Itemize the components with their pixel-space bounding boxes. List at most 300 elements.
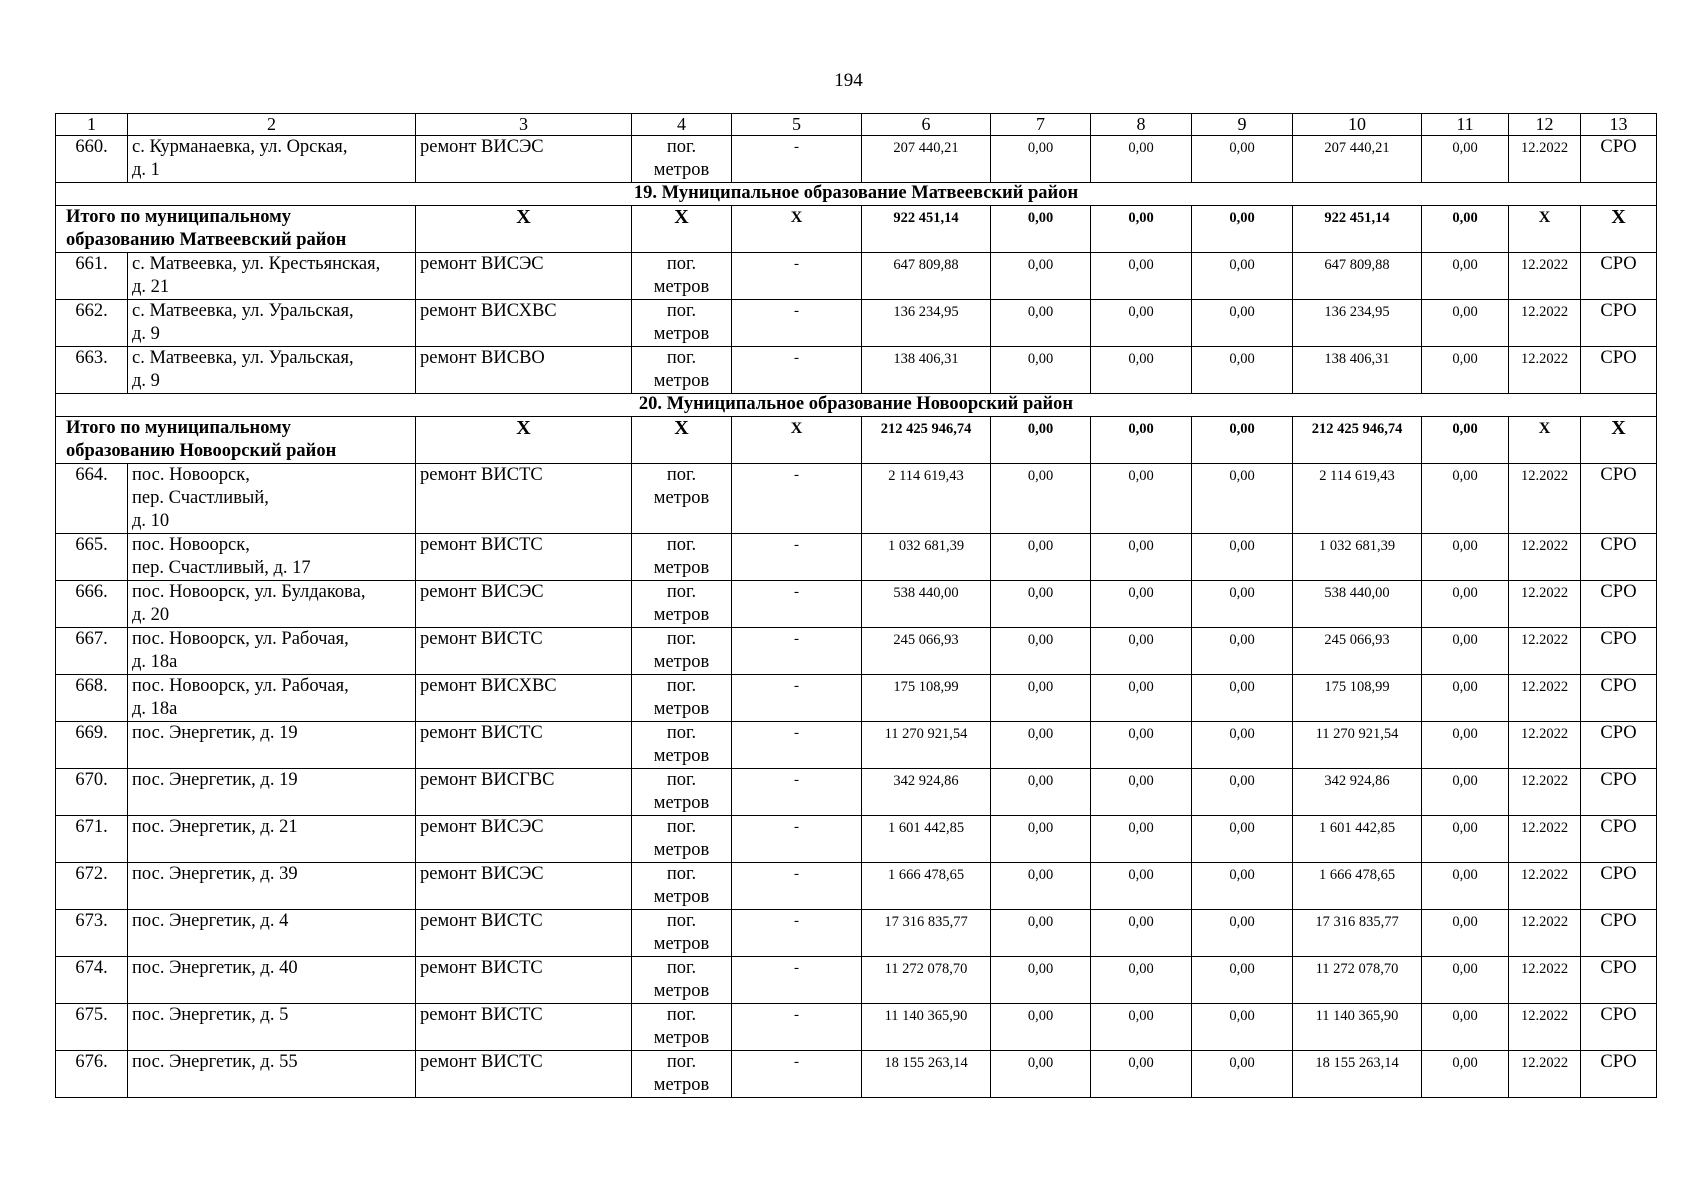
cell-line: метров: [653, 558, 710, 578]
amount-cell: 12.2022: [1509, 722, 1581, 769]
column-number: 2: [128, 114, 416, 136]
amount-cell: 12.2022: [1509, 581, 1581, 628]
address-cell: [128, 628, 416, 675]
amount-cell: 0,00: [1422, 300, 1509, 347]
amount-cell: 0,00: [1422, 1004, 1509, 1051]
cell-line: пос. Энергетик, д. 19: [132, 723, 298, 743]
amount-cell: 0,00: [991, 534, 1091, 581]
column-number: 4: [632, 114, 732, 136]
amount-cell: 0,00: [1192, 300, 1293, 347]
unit-cell: [632, 136, 732, 183]
cell-line: пос. Энергетик, д. 19: [132, 770, 298, 790]
amount-cell: 11 140 365,90: [862, 1004, 991, 1051]
amount-cell: 0,00: [991, 628, 1091, 675]
amount-cell: 0,00: [1091, 722, 1192, 769]
amount-cell: 0,00: [991, 464, 1091, 534]
section-header-row: [56, 183, 1657, 206]
cell-line: образованию Новоорский район: [66, 441, 337, 461]
amount-cell: 12.2022: [1509, 464, 1581, 534]
method-cell: СРО: [1581, 722, 1657, 769]
table-row: [56, 464, 1657, 534]
address-cell: [128, 581, 416, 628]
column-number: 12: [1509, 114, 1581, 136]
row-number: 668.: [56, 675, 128, 722]
amount-cell: 0,00: [1422, 816, 1509, 863]
quantity-cell: -: [732, 769, 862, 816]
cell-line: д. 1: [132, 160, 160, 180]
quantity-cell: -: [732, 1004, 862, 1051]
address-cell: [128, 1004, 416, 1051]
method-cell: X: [1581, 206, 1657, 253]
amount-cell: 0,00: [1091, 206, 1192, 253]
section-title: 20. Муниципальное образование Новоорский район: [56, 394, 1657, 417]
column-number-row: [56, 114, 1657, 136]
amount-cell: 0,00: [1192, 675, 1293, 722]
cell-line: пог.: [666, 254, 697, 274]
cell-line: с. Курманаевка, ул. Орская,: [132, 137, 348, 157]
address-cell: [128, 863, 416, 910]
table-row: [56, 1051, 1657, 1098]
unit-cell: [632, 534, 732, 581]
amount-cell: 2 114 619,43: [862, 464, 991, 534]
cell-line: с. Матвеевка, ул. Крестьянская,: [132, 254, 381, 274]
amount-cell: 0,00: [1192, 957, 1293, 1004]
amount-cell: 12.2022: [1509, 910, 1581, 957]
row-number: 672.: [56, 863, 128, 910]
quantity-cell: -: [732, 1051, 862, 1098]
address-cell: [128, 675, 416, 722]
cell-line: метров: [653, 160, 710, 180]
cell-line: с. Матвеевка, ул. Уральская,: [132, 348, 354, 368]
amount-cell: 0,00: [991, 769, 1091, 816]
column-number: 10: [1293, 114, 1422, 136]
amount-cell: 0,00: [991, 1004, 1091, 1051]
amount-cell: 0,00: [1422, 136, 1509, 183]
amount-cell: 0,00: [991, 910, 1091, 957]
method-cell: СРО: [1581, 464, 1657, 534]
amount-cell: 12.2022: [1509, 863, 1581, 910]
method-cell: СРО: [1581, 675, 1657, 722]
amount-cell: 0,00: [1192, 1051, 1293, 1098]
amount-cell: 12.2022: [1509, 253, 1581, 300]
cell-line: Итого по муниципальному: [66, 207, 291, 227]
cell-line: с. Матвеевка, ул. Уральская,: [132, 301, 354, 321]
work-type-cell: ремонт ВИСЭС: [416, 581, 632, 628]
amount-cell: 12.2022: [1509, 1004, 1581, 1051]
amount-cell: 175 108,99: [862, 675, 991, 722]
cell-line: пог.: [666, 817, 697, 837]
amount-cell: 922 451,14: [1293, 206, 1422, 253]
table-row: [56, 1004, 1657, 1051]
work-type-cell: ремонт ВИСТС: [416, 628, 632, 675]
cell-line: пос. Энергетик, д. 4: [132, 911, 289, 931]
cell-line: пог.: [666, 1052, 697, 1072]
amount-cell: 138 406,31: [862, 347, 991, 394]
table-row: [56, 347, 1657, 394]
quantity-cell: X: [732, 206, 862, 253]
amount-cell: 1 666 478,65: [862, 863, 991, 910]
quantity-cell: -: [732, 957, 862, 1004]
amount-cell: 136 234,95: [1293, 300, 1422, 347]
column-number: 9: [1192, 114, 1293, 136]
amount-cell: 0,00: [1192, 581, 1293, 628]
amount-cell: 0,00: [991, 206, 1091, 253]
row-number: 676.: [56, 1051, 128, 1098]
method-cell: СРО: [1581, 1051, 1657, 1098]
cell-line: пог.: [666, 629, 697, 649]
method-cell: СРО: [1581, 957, 1657, 1004]
cell-line: метров: [653, 746, 710, 766]
row-number: 661.: [56, 253, 128, 300]
amount-cell: 12.2022: [1509, 816, 1581, 863]
amount-cell: 0,00: [1422, 534, 1509, 581]
method-cell: СРО: [1581, 300, 1657, 347]
amount-cell: 0,00: [1091, 534, 1192, 581]
column-number: 1: [56, 114, 128, 136]
subtotal-row: [56, 206, 1657, 253]
row-number: 671.: [56, 816, 128, 863]
method-cell: СРО: [1581, 863, 1657, 910]
cell-line: пос. Новоорск, ул. Булдакова,: [132, 582, 366, 602]
work-type-cell: ремонт ВИСТС: [416, 722, 632, 769]
cell-line: пог.: [666, 348, 697, 368]
cell-line: пос. Энергетик, д. 55: [132, 1052, 298, 1072]
deadline-cell: X: [1509, 206, 1581, 253]
address-cell: [128, 1051, 416, 1098]
unit-cell: [632, 957, 732, 1004]
row-number: 674.: [56, 957, 128, 1004]
amount-cell: 0,00: [1192, 910, 1293, 957]
cell-line: пос. Новоорск,: [132, 465, 250, 485]
amount-cell: 12.2022: [1509, 628, 1581, 675]
amount-cell: 0,00: [1192, 253, 1293, 300]
row-number: 662.: [56, 300, 128, 347]
table-body: [56, 114, 1657, 1098]
amount-cell: 0,00: [1091, 347, 1192, 394]
method-cell: СРО: [1581, 347, 1657, 394]
amount-cell: 0,00: [1422, 675, 1509, 722]
amount-cell: 0,00: [1422, 206, 1509, 253]
cell-line: пог.: [666, 676, 697, 696]
section-header-row: [56, 394, 1657, 417]
amount-cell: 1 032 681,39: [862, 534, 991, 581]
cell-line: метров: [653, 1075, 710, 1095]
amount-cell: 11 272 078,70: [862, 957, 991, 1004]
cell-line: метров: [653, 887, 710, 907]
amount-cell: 12.2022: [1509, 300, 1581, 347]
amount-cell: 538 440,00: [862, 581, 991, 628]
unit-cell: [632, 1051, 732, 1098]
unit-cell: [632, 675, 732, 722]
work-type-cell: ремонт ВИСТС: [416, 957, 632, 1004]
quantity-cell: X: [732, 417, 862, 464]
amount-cell: 0,00: [1091, 910, 1192, 957]
cell-line: пог.: [666, 465, 697, 485]
amount-cell: 0,00: [1091, 136, 1192, 183]
work-type-cell: ремонт ВИСХВС: [416, 675, 632, 722]
amount-cell: 922 451,14: [862, 206, 991, 253]
table-row: [56, 722, 1657, 769]
amount-cell: 0,00: [1091, 816, 1192, 863]
unit-cell: [632, 347, 732, 394]
work-type-cell: ремонт ВИСГВС: [416, 769, 632, 816]
amount-cell: 0,00: [1422, 417, 1509, 464]
amount-cell: 0,00: [1091, 253, 1192, 300]
subtotal-label: [56, 206, 416, 253]
address-cell: [128, 769, 416, 816]
cell-line: метров: [653, 934, 710, 954]
amount-cell: 0,00: [1091, 417, 1192, 464]
cell-line: метров: [653, 699, 710, 719]
section-title: 19. Муниципальное образование Матвеевский район: [56, 183, 1657, 206]
column-number: 13: [1581, 114, 1657, 136]
work-type-cell: ремонт ВИСЭС: [416, 863, 632, 910]
amount-cell: 1 601 442,85: [862, 816, 991, 863]
cell-line: пог.: [666, 582, 697, 602]
quantity-cell: -: [732, 863, 862, 910]
amount-cell: 647 809,88: [1293, 253, 1422, 300]
method-cell: СРО: [1581, 910, 1657, 957]
address-cell: [128, 910, 416, 957]
cell-line: пос. Новоорск,: [132, 535, 250, 555]
amount-cell: 1 032 681,39: [1293, 534, 1422, 581]
quantity-cell: -: [732, 628, 862, 675]
column-number: 5: [732, 114, 862, 136]
amount-cell: 212 425 946,74: [1293, 417, 1422, 464]
amount-cell: 342 924,86: [1293, 769, 1422, 816]
address-cell: [128, 722, 416, 769]
amount-cell: 0,00: [1192, 136, 1293, 183]
cell-line: д. 18а: [132, 652, 178, 672]
cell-line: метров: [653, 652, 710, 672]
method-cell: СРО: [1581, 1004, 1657, 1051]
amount-cell: 0,00: [991, 816, 1091, 863]
table-row: [56, 675, 1657, 722]
amount-cell: 17 316 835,77: [862, 910, 991, 957]
amount-cell: 0,00: [1422, 769, 1509, 816]
amount-cell: 0,00: [1422, 1051, 1509, 1098]
amount-cell: 0,00: [1091, 863, 1192, 910]
table-row: [56, 581, 1657, 628]
unit-cell: [632, 863, 732, 910]
table-row: [56, 136, 1657, 183]
cell-line: пос. Энергетик, д. 5: [132, 1005, 289, 1025]
address-cell: [128, 136, 416, 183]
cell-line: метров: [653, 1028, 710, 1048]
amount-cell: 11 270 921,54: [1293, 722, 1422, 769]
column-number: 3: [416, 114, 632, 136]
column-number: 6: [862, 114, 991, 136]
work-type-cell: ремонт ВИСТС: [416, 464, 632, 534]
column-number: 8: [1091, 114, 1192, 136]
row-number: 670.: [56, 769, 128, 816]
work-type-cell: X: [416, 206, 632, 253]
row-number: 664.: [56, 464, 128, 534]
amount-cell: 0,00: [1192, 769, 1293, 816]
repair-schedule-table: [55, 113, 1657, 1098]
table-row: [56, 628, 1657, 675]
unit-cell: [632, 628, 732, 675]
cell-line: метров: [653, 605, 710, 625]
cell-line: пог.: [666, 723, 697, 743]
amount-cell: 138 406,31: [1293, 347, 1422, 394]
row-number: 667.: [56, 628, 128, 675]
amount-cell: 12.2022: [1509, 136, 1581, 183]
row-number: 665.: [56, 534, 128, 581]
cell-line: пог.: [666, 911, 697, 931]
amount-cell: 0,00: [1091, 957, 1192, 1004]
amount-cell: 342 924,86: [862, 769, 991, 816]
row-number: 666.: [56, 581, 128, 628]
amount-cell: 0,00: [1091, 464, 1192, 534]
amount-cell: 0,00: [991, 863, 1091, 910]
row-number: 660.: [56, 136, 128, 183]
amount-cell: 0,00: [1422, 581, 1509, 628]
column-number: 11: [1422, 114, 1509, 136]
table-row: [56, 534, 1657, 581]
unit-cell: [632, 581, 732, 628]
amount-cell: 11 272 078,70: [1293, 957, 1422, 1004]
unit-cell: [632, 722, 732, 769]
amount-cell: 0,00: [991, 253, 1091, 300]
cell-line: метров: [653, 371, 710, 391]
cell-line: пог.: [666, 864, 697, 884]
method-cell: X: [1581, 417, 1657, 464]
cell-line: д. 20: [132, 605, 170, 625]
amount-cell: 0,00: [1192, 464, 1293, 534]
work-type-cell: ремонт ВИСТС: [416, 534, 632, 581]
row-number: 673.: [56, 910, 128, 957]
work-type-cell: ремонт ВИСТС: [416, 1004, 632, 1051]
amount-cell: 18 155 263,14: [1293, 1051, 1422, 1098]
amount-cell: 12.2022: [1509, 534, 1581, 581]
quantity-cell: -: [732, 675, 862, 722]
amount-cell: 647 809,88: [862, 253, 991, 300]
amount-cell: 136 234,95: [862, 300, 991, 347]
amount-cell: 0,00: [1192, 1004, 1293, 1051]
amount-cell: 1 601 442,85: [1293, 816, 1422, 863]
address-cell: [128, 957, 416, 1004]
method-cell: СРО: [1581, 816, 1657, 863]
amount-cell: 245 066,93: [862, 628, 991, 675]
amount-cell: 0,00: [1422, 464, 1509, 534]
row-number: 663.: [56, 347, 128, 394]
amount-cell: 207 440,21: [862, 136, 991, 183]
amount-cell: 12.2022: [1509, 347, 1581, 394]
unit-cell: [632, 910, 732, 957]
amount-cell: 0,00: [1091, 1051, 1192, 1098]
amount-cell: 212 425 946,74: [862, 417, 991, 464]
amount-cell: 0,00: [1422, 910, 1509, 957]
amount-cell: 0,00: [1422, 722, 1509, 769]
cell-line: пог.: [666, 301, 697, 321]
amount-cell: 0,00: [1422, 863, 1509, 910]
amount-cell: 0,00: [991, 675, 1091, 722]
quantity-cell: -: [732, 347, 862, 394]
table-row: [56, 910, 1657, 957]
table-row: [56, 769, 1657, 816]
address-cell: [128, 464, 416, 534]
cell-line: д. 18а: [132, 699, 178, 719]
quantity-cell: -: [732, 534, 862, 581]
table-row: [56, 816, 1657, 863]
amount-cell: 0,00: [991, 1051, 1091, 1098]
cell-line: д. 9: [132, 371, 160, 391]
address-cell: [128, 534, 416, 581]
amount-cell: 538 440,00: [1293, 581, 1422, 628]
amount-cell: 0,00: [1192, 722, 1293, 769]
amount-cell: 175 108,99: [1293, 675, 1422, 722]
cell-line: пог.: [666, 770, 697, 790]
cell-line: метров: [653, 981, 710, 1001]
cell-line: д. 10: [132, 511, 170, 531]
work-type-cell: X: [416, 417, 632, 464]
method-cell: СРО: [1581, 136, 1657, 183]
cell-line: пос. Энергетик, д. 40: [132, 958, 298, 978]
cell-line: пос. Новоорск, ул. Рабочая,: [132, 676, 349, 696]
cell-line: метров: [653, 840, 710, 860]
amount-cell: 12.2022: [1509, 1051, 1581, 1098]
method-cell: СРО: [1581, 769, 1657, 816]
quantity-cell: -: [732, 464, 862, 534]
method-cell: СРО: [1581, 534, 1657, 581]
cell-line: пог.: [666, 1005, 697, 1025]
address-cell: [128, 347, 416, 394]
amount-cell: 0,00: [1192, 816, 1293, 863]
unit-cell: X: [632, 417, 732, 464]
amount-cell: 245 066,93: [1293, 628, 1422, 675]
row-number: 669.: [56, 722, 128, 769]
method-cell: СРО: [1581, 581, 1657, 628]
amount-cell: 0,00: [1091, 581, 1192, 628]
cell-line: Итого по муниципальному: [66, 418, 291, 438]
unit-cell: [632, 253, 732, 300]
amount-cell: 11 270 921,54: [862, 722, 991, 769]
cell-line: метров: [653, 488, 710, 508]
amount-cell: 0,00: [991, 136, 1091, 183]
work-type-cell: ремонт ВИСТС: [416, 910, 632, 957]
cell-line: пер. Счастливый, д. 17: [132, 558, 311, 578]
work-type-cell: ремонт ВИСТС: [416, 1051, 632, 1098]
work-type-cell: ремонт ВИСЭС: [416, 253, 632, 300]
amount-cell: 0,00: [1091, 628, 1192, 675]
amount-cell: 17 316 835,77: [1293, 910, 1422, 957]
unit-cell: X: [632, 206, 732, 253]
unit-cell: [632, 1004, 732, 1051]
quantity-cell: -: [732, 722, 862, 769]
cell-line: д. 21: [132, 277, 170, 297]
amount-cell: 0,00: [1192, 628, 1293, 675]
table-row: [56, 253, 1657, 300]
amount-cell: 12.2022: [1509, 957, 1581, 1004]
amount-cell: 0,00: [991, 300, 1091, 347]
address-cell: [128, 816, 416, 863]
quantity-cell: -: [732, 253, 862, 300]
amount-cell: 0,00: [1192, 534, 1293, 581]
table-row: [56, 863, 1657, 910]
quantity-cell: -: [732, 910, 862, 957]
amount-cell: 207 440,21: [1293, 136, 1422, 183]
amount-cell: 0,00: [1192, 347, 1293, 394]
amount-cell: 0,00: [1091, 300, 1192, 347]
cell-line: пос. Энергетик, д. 21: [132, 817, 298, 837]
cell-line: метров: [653, 793, 710, 813]
work-type-cell: ремонт ВИСХВС: [416, 300, 632, 347]
amount-cell: 18 155 263,14: [862, 1051, 991, 1098]
amount-cell: 0,00: [1422, 957, 1509, 1004]
amount-cell: 0,00: [1091, 769, 1192, 816]
quantity-cell: -: [732, 300, 862, 347]
